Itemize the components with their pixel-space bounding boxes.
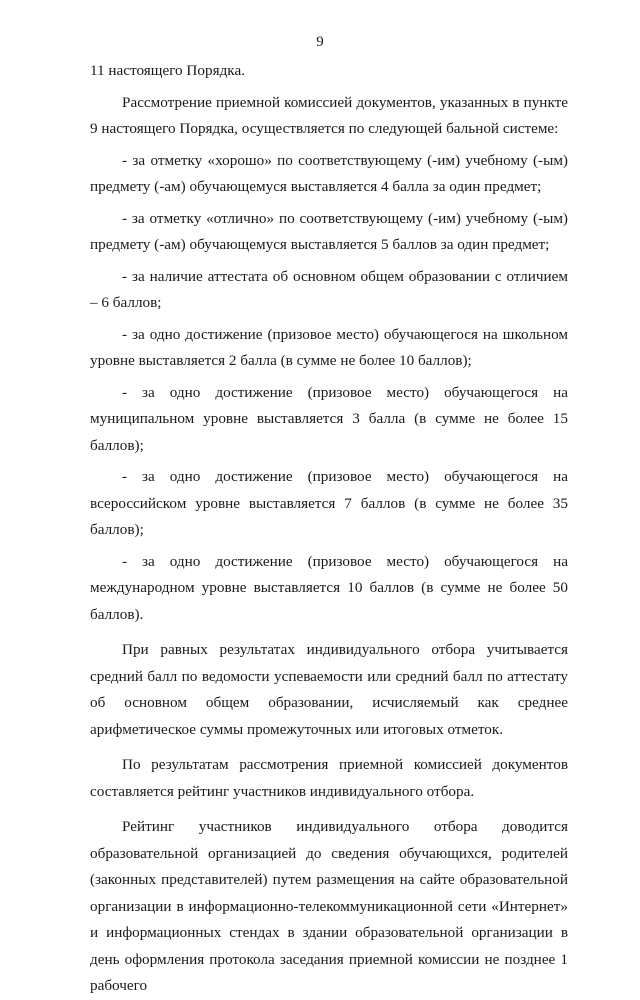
list-item-grade-excellent: - за отметку «отлично» по соответствующему (-им) учебному (-ым) предмету (-ам) обучающемуся выставляется 5 баллов за один предмет; (90, 209, 568, 253)
list-item-national-level: - за одно достижение (призовое место) обучающегося на всероссийском уровне выставляется 7 баллов (в сумме не более 35 баллов); (90, 468, 568, 538)
document-body (90, 58, 568, 1000)
paragraph-review-intro: Рассмотрение приемной комиссией документов, указанных в пункте 9 настоящего Порядка, осуществляется по следующей бальной системе: (90, 93, 568, 137)
page-number: 9 (316, 34, 324, 50)
list-item-grade-good: - за отметку «хорошо» по соответствующему (-им) учебному (-ым) предмету (-ам) обучающемуся выставляется 4 балла за один предмет; (90, 151, 568, 195)
list-item-school-level: - за одно достижение (призовое место) обучающегося на школьном уровне выставляется 2 балла (в сумме не более 10 баллов); (90, 325, 568, 369)
paragraph-rating: По результатам рассмотрения приемной комиссией документов составляется рейтинг участников индивидуального отбора. (90, 756, 568, 800)
paragraph-rating-publication: Рейтинг участников индивидуального отбора доводится образовательной организацией до сведения обучающихся, родителей (законных представителей) путем размещения на сайте образовательной организации в информационно-телекоммуникационной сети «Интернет» и информационных стендах в здании образовательной организации в день оформления протокола заседания приемной комиссии не позднее 1 рабочего (90, 818, 568, 994)
list-item-municipal-level: - за одно достижение (призовое место) обучающегося на муниципальном уровне выставляется 3 балла (в сумме не более 15 баллов); (90, 383, 568, 454)
paragraph-continuation: 11 настоящего Порядка. (90, 62, 245, 79)
list-item-international-level: - за одно достижение (призовое место) обучающегося на международном уровне выставляется 10 баллов (в сумме не более 50 баллов). (90, 552, 568, 623)
paragraph-tie-break: При равных результатах индивидуального отбора учитывается средний балл по ведомости успеваемости или средний балл по аттестату об основном общем образовании, исчисляемый как среднее арифметическое суммы промежуточных или итоговых отметок. (90, 641, 568, 738)
list-item-certificate-honors: - за наличие аттестата об основном общем образовании с отличием – 6 баллов; (90, 267, 568, 311)
